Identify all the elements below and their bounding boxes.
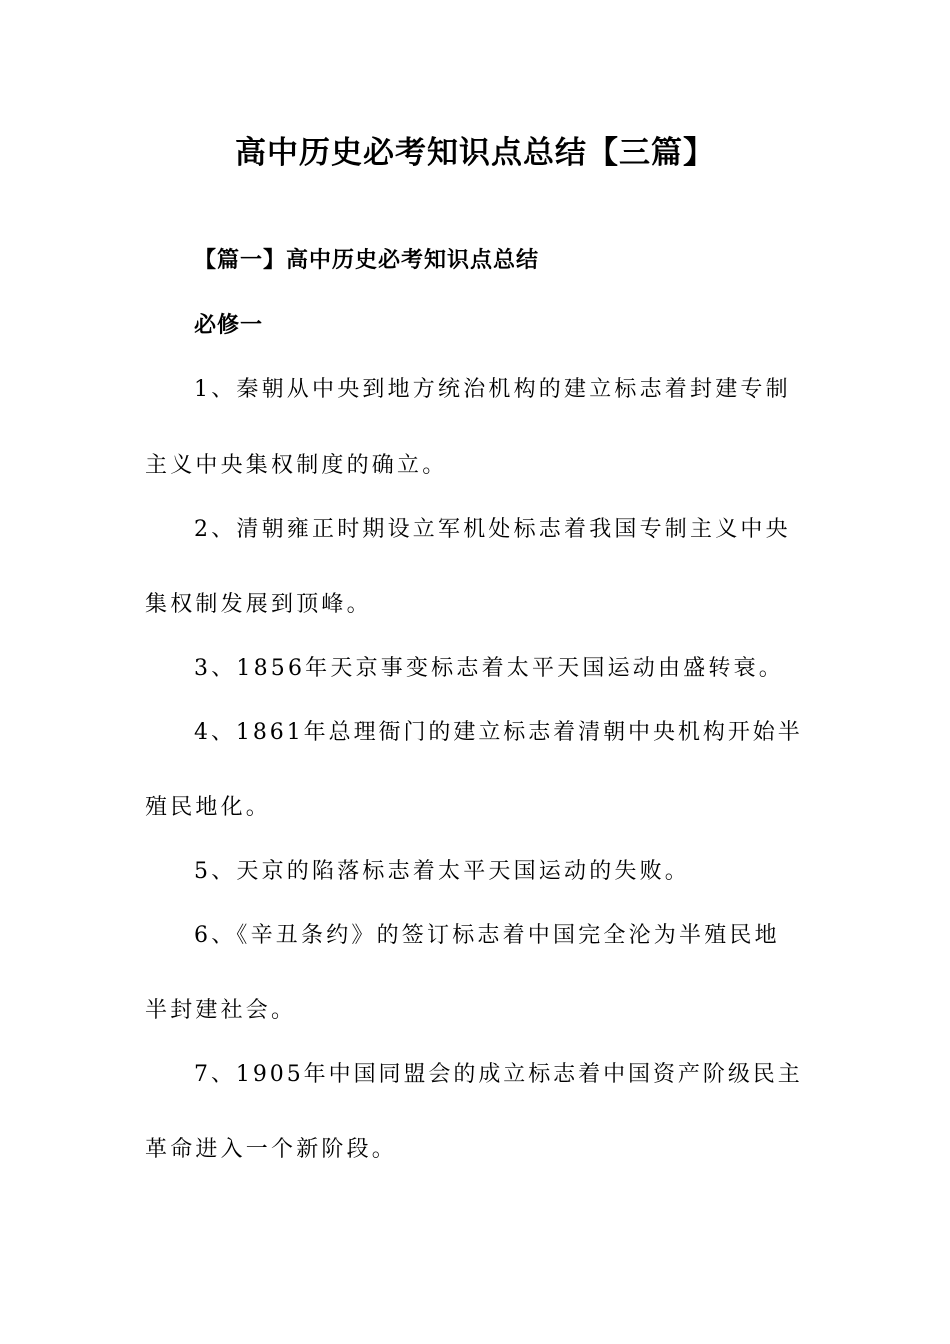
paragraph-line: 2、清朝雍正时期设立军机处标志着我国专制主义中央 (194, 517, 791, 542)
paragraph-line: 集权制发展到顶峰。 (145, 592, 372, 617)
paragraph-line: 1、秦朝从中央到地方统治机构的建立标志着封建专制 (194, 377, 791, 402)
paragraph-line: 主义中央集权制度的确立。 (145, 453, 448, 478)
paragraph-line: 半封建社会。 (145, 998, 297, 1023)
paragraph-line: 7、1905年中国同盟会的成立标志着中国资产阶级民主 (194, 1062, 803, 1087)
paragraph-line: 5、天京的陷落标志着太平天国运动的失败。 (194, 859, 690, 884)
paragraph-line: 革命进入一个新阶段。 (145, 1137, 398, 1162)
paragraph-line: 4、1861年总理衙门的建立标志着清朝中央机构开始半 (194, 720, 803, 745)
document-title: 高中历史必考知识点总结【三篇】 (235, 135, 715, 171)
paragraph-line: 6、《辛丑条约》的签订标志着中国完全沦为半殖民地 (194, 923, 780, 948)
section-heading: 【篇一】高中历史必考知识点总结 (194, 248, 540, 273)
paragraph-line: 殖民地化。 (145, 795, 272, 820)
paragraph-line: 3、1856年天京事变标志着太平天国运动由盛转衰。 (194, 656, 784, 681)
subsection-heading: 必修一 (194, 313, 264, 338)
